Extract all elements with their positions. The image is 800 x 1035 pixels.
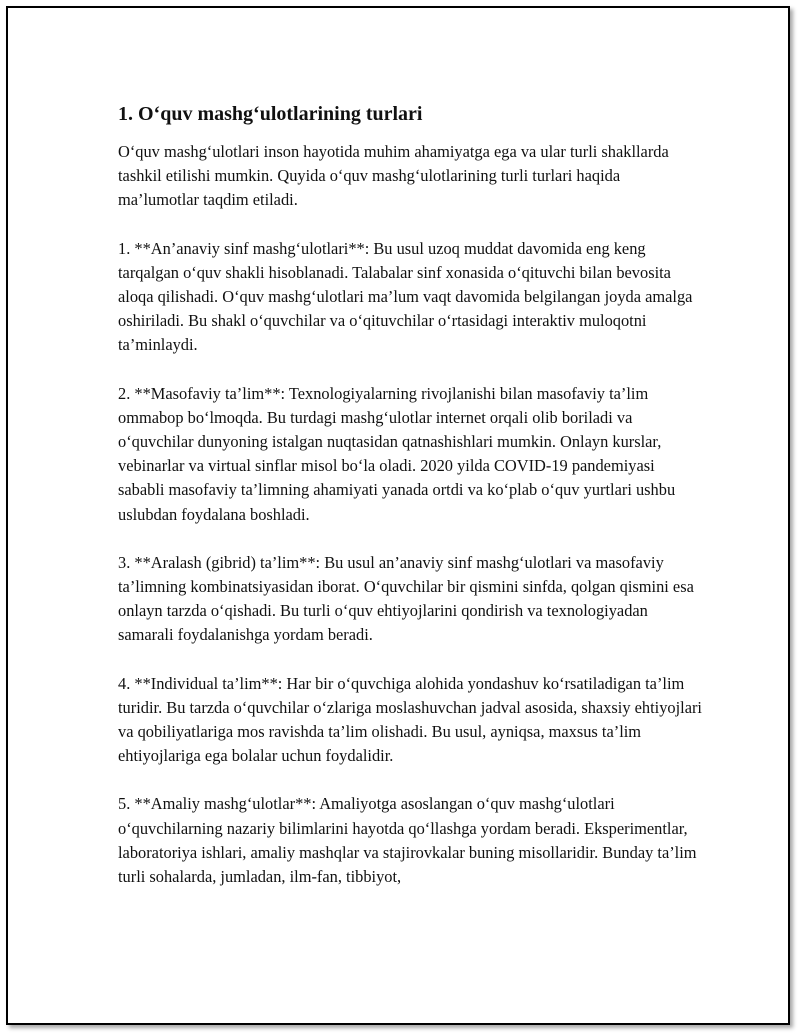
paragraph-practical-training: 5. **Amaliy mashg‘ulotlar**: Amaliyotga asoslangan o‘quv mashg‘ulotlari o‘quvchilarning nazariy bilimlarini hayotda qo‘llashga yordam beradi. Eksperimentlar, laboratoriya ishlari, amaliy mashqlar va stajirovkalar buning misollaridir. Bunday ta’lim turli sohalarda, jumladan, ilm-fan, tibbiyot, bbox=[118, 794, 697, 887]
document-body bbox=[118, 100, 704, 913]
paragraph-distance-learning: 2. **Masofaviy ta’lim**: Texnologiyalarning rivojlanishi bilan masofaviy ta’lim ommabop bo‘lmoqda. Bu turdagi mashg‘ulotlar internet orqali olib boriladi va o‘quvchilar dunyoning istalgan nuqtasidan qatnashishlari mumkin. Onlayn kurslar, vebinarlar va virtual sinflar misol bo‘la oladi. 2020 yilda COVID-19 pandemiyasi sababli masofaviy ta’limning ahamiyati yanada ortdi va ko‘plab o‘quv yurtlari ushbu uslubdan foydalana boshladi. bbox=[118, 383, 676, 524]
document-page bbox=[6, 6, 790, 1025]
paragraph-individual-learning: 4. **Individual ta’lim**: Har bir o‘quvchiga alohida yondashuv ko‘rsatiladigan ta’lim turidir. Bu tarzda o‘quvchilar o‘zlariga moslashuvchan jadval asosida, shaxsiy ehtiyojlari va qobiliyatlariga mos ravishda ta’lim olishadi. Bu usul, ayniqsa, maxsus ta’lim ehtiyojlariga ega bolalar uchun foydalidir. bbox=[118, 673, 702, 766]
section-heading: 1. O‘quv mashg‘ulotlarining turlari bbox=[118, 103, 423, 125]
paragraph-traditional-class: 1. **An’anaviy sinf mashg‘ulotlari**: Bu usul uzoq muddat davomida eng keng tarqalgan o‘quv shakli hisoblanadi. Talabalar sinf xonasida o‘qituvchi bilan bevosita aloqa qilishadi. O‘quv mashg‘ulotlari ma’lum vaqt davomida belgilangan joyda amalga oshiriladi. Bu shakl o‘quvchilar va o‘qituvchilar o‘rtasidagi interaktiv muloqotni ta’minlaydi. bbox=[118, 238, 693, 355]
paragraph-hybrid-learning: 3. **Aralash (gibrid) ta’lim**: Bu usul an’anaviy sinf mashg‘ulotlari va masofaviy ta’limning kombinatsiyasidan iborat. O‘quvchilar bir qismini sinfda, qolgan qismini esa onlayn tarzda o‘qishadi. Bu turli o‘quv ehtiyojlarini qondirish va texnologiyadan samarali foydalanishga yordam beradi. bbox=[118, 552, 694, 645]
intro-paragraph: O‘quv mashg‘ulotlari inson hayotida muhim ahamiyatga ega va ular turli shakllarda tashkil etilishi mumkin. Quyida o‘quv mashg‘ulotlarining turli turlari haqida ma’lumotlar taqdim etiladi. bbox=[118, 142, 669, 210]
